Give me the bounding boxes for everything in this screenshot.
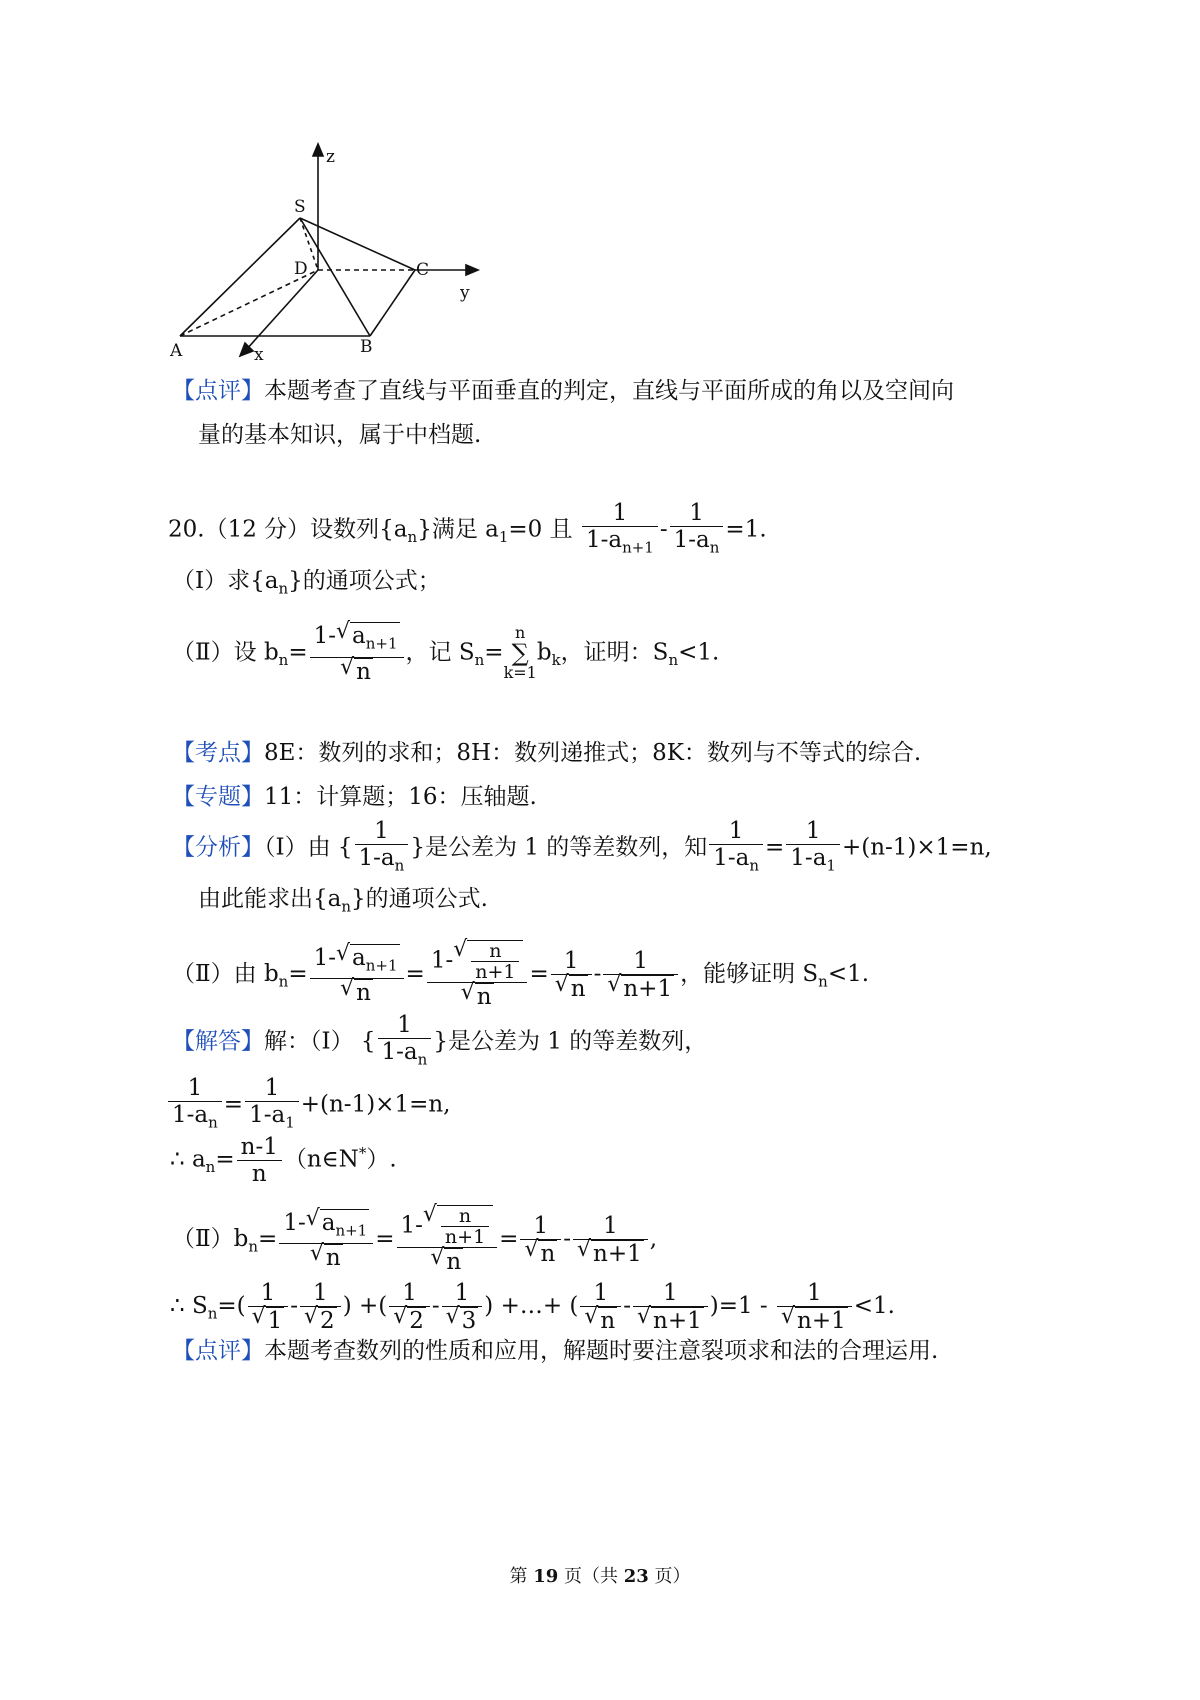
jieda-tag: 【解答】 [172,1028,264,1055]
problem-part2: （Ⅱ）设 $b_n=$ 1-√ $a_{n+1}$ √ n ，记 $S_n=$ n ∑ k=1 $b_k$，证明：$S_n<1$. [172,622,719,685]
label-x: x [254,345,264,365]
sb-edge [300,218,370,336]
jieda-line2: $\frac{1}{1-a_n}$ = $\frac{1}{1-a_1}$ +(n-1)×1=n, [166,1075,451,1136]
review1-tag: 【点评】 [172,378,264,404]
label-y: y [460,283,470,303]
frac-1-over-1-an1: $\frac{1}{1-a_{n+1}}$ [582,500,658,561]
problem-part1: （Ⅰ）求$\{a_n\}$的通项公式； [172,568,441,598]
label-c: C [416,260,430,280]
current-page: 19 [533,1566,559,1587]
review2-line: 【点评】本题考查数列的性质和应用，解题时要注意裂项求和法的合理运用. [172,1338,939,1364]
z-arrow [313,144,323,156]
fenxi-line3: （Ⅱ）由 $b_n=$ 1-√ $a_{n+1}$ √ n = 1- √ $\frac{n}{n+1}$ √ n = 1 √ n - 1 √ n+1 ，能够证明 $S_n<1$. [172,940,869,1010]
kaodian-line: 【考点】8E：数列的求和；8H：数列递推式；8K：数列与不等式的综合. [172,740,922,766]
summation: n ∑ k=1 [503,623,537,683]
fenxi-line2: 由此能求出$\{a_n\}$的通项公式. [198,886,488,916]
label-s: S [294,197,306,217]
review1-line1: 【点评】本题考查了直线与平面垂直的判定，直线与平面所成的角以及空间向 [172,378,954,404]
problem-statement: 20.（12 分）设数列$\{a_n\}$满足 $a_1=0$ 且 $\frac{1}{1-a_{n+1}}$ - $\frac{1}{1-a_n}$ =1. [168,500,767,561]
frac-1-over-1-an: $\frac{1}{1-a_n}$ [670,500,724,561]
jieda-line1: 【解答】解：（Ⅰ） { $\frac{1}{1-a_n}$ }是公差为 1 的等差数列， [172,1012,708,1069]
review2-tag: 【点评】 [172,1338,264,1364]
bc-edge [370,270,415,336]
label-d: D [294,259,308,279]
sa-edge [180,218,300,336]
kaodian-tag: 【考点】 [172,740,264,766]
page-footer: 第 19 页（共 23 页） [509,1566,691,1587]
jieda-line4: $(Ⅱ)b_n=$ 1-√ $a_{n+1}$ √ n = 1- √ $\frac{n}{n+1}$ √ n = 1 √ n - 1 √ n+1 , [172,1205,657,1275]
y-arrow [466,265,478,275]
pyramid-coordinate-figure [160,140,500,370]
ad-dashed-edge [180,270,318,336]
label-a: A [170,341,183,361]
fenxi-tag: 【分析】 [172,834,264,861]
label-z: z [326,147,335,167]
total-pages: 23 [623,1566,649,1587]
jieda-line5: ∴ $S_n=$( 1 √ 1 - 1 √ 2 ) +( 1 √ 2 - 1 √ 3 ) +…+ ( 1 √ n - 1 √ n+1 )=1 - 1 √ n+1 <1. [170,1280,895,1334]
x-axis [246,270,318,350]
zhuanti-tag: 【专题】 [172,784,264,810]
label-b: B [360,337,373,357]
fenxi-line1: 【分析】（Ⅰ）由 { $\frac{1}{1-a_n}$ }是公差为 1 的等差数列，知 $\frac{1}{1-a_n}$ = $\frac{1}{1-a_1}$ +(n-1)×1=n, [172,818,992,875]
zhuanti-line: 【专题】11：计算题；16：压轴题. [172,784,537,810]
review1-line2: 量的基本知识，属于中档题. [198,422,482,448]
jieda-line3: ∴ $a_n=$ $\frac{n-1}{n}$ （n∈N*）. [170,1134,397,1187]
